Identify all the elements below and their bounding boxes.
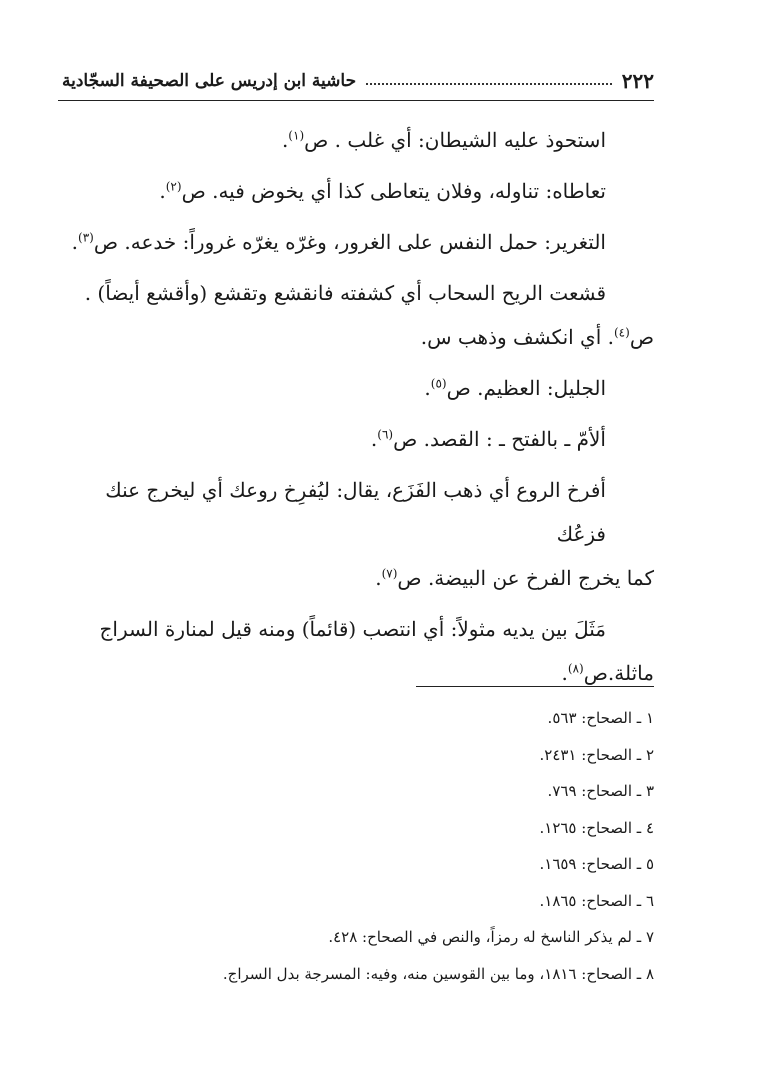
footnote: ٤ ـ الصحاح: ١٢٦٥. [539, 818, 654, 837]
entry: أفرخ الروع أي ذهب الفَزَع، يقال: ليُفرِخ روعك أي ليخرج عنك فزعُك [105, 478, 606, 546]
entry: تعاطاه: تناوله، وفلان يتعاطى كذا أي يخوض فيه. ص$^{(٢)}$. [159, 179, 606, 203]
entry: استحوذ عليه الشيطان: أي غلب . ص$^{(١)}$. [281, 128, 606, 152]
entry: التغرير: حمل النفس على الغرور، وغرّه يغرّه غروراً: خدعه. ص$^{(٣)}$. [71, 230, 606, 254]
footnote: ٢ ـ الصحاح: ٢٤٣١. [539, 745, 654, 764]
footnote: ٣ ـ الصحاح: ٧٦٩. [547, 782, 654, 800]
main-text [70, 118, 654, 702]
header-rule [58, 100, 654, 101]
entry-continuation: ماثلة.ص$^{(٨)}$. [561, 661, 654, 685]
entry-continuation: ص$^{(٤)}$. أي انكشف وذهب س. [420, 325, 654, 349]
header-dot-leader [366, 83, 612, 85]
running-title: حاشية ابن إدريس على الصحيفة السجّادية [62, 71, 357, 91]
entry: الجليل: العظيم. ص$^{(٥)}$. [424, 376, 606, 400]
footnote: ٧ ـ لم يذكر الناسخ له رمزاً، والنص في الصحاح: ٤٢٨. [328, 928, 654, 946]
footnotes [150, 700, 654, 992]
footnote: ٥ ـ الصحاح: ١٦٥٩. [539, 855, 654, 873]
footnote: ١ ـ الصحاح: ٥٦٣. [547, 709, 654, 727]
page-number: ٢٢٢ [621, 69, 654, 93]
entry: ألأمّ ـ بالفتح ـ : القصد. ص$^{(٦)}$. [370, 427, 606, 451]
entry: مَثَلَ بين يديه مثولاً: أي انتصب (قائماً) ومنه قيل لمنارة السراج [99, 617, 606, 641]
footnote: ٨ ـ الصحاح: ١٨١٦، وما بين القوسين منه، وفيه: المسرجة بدل السراج. [222, 964, 654, 983]
footnote-separator [416, 686, 654, 687]
entry-continuation: كما يخرج الفرخ عن البيضة. ص$^{(٧)}$. [375, 566, 654, 590]
footnote: ٦ ـ الصحاح: ١٨٦٥. [539, 891, 654, 910]
entry: قشعت الريح السحاب أي كشفته فانقشع وتقشع (وأقشع أيضاً) . [84, 281, 606, 305]
running-header [62, 66, 654, 96]
